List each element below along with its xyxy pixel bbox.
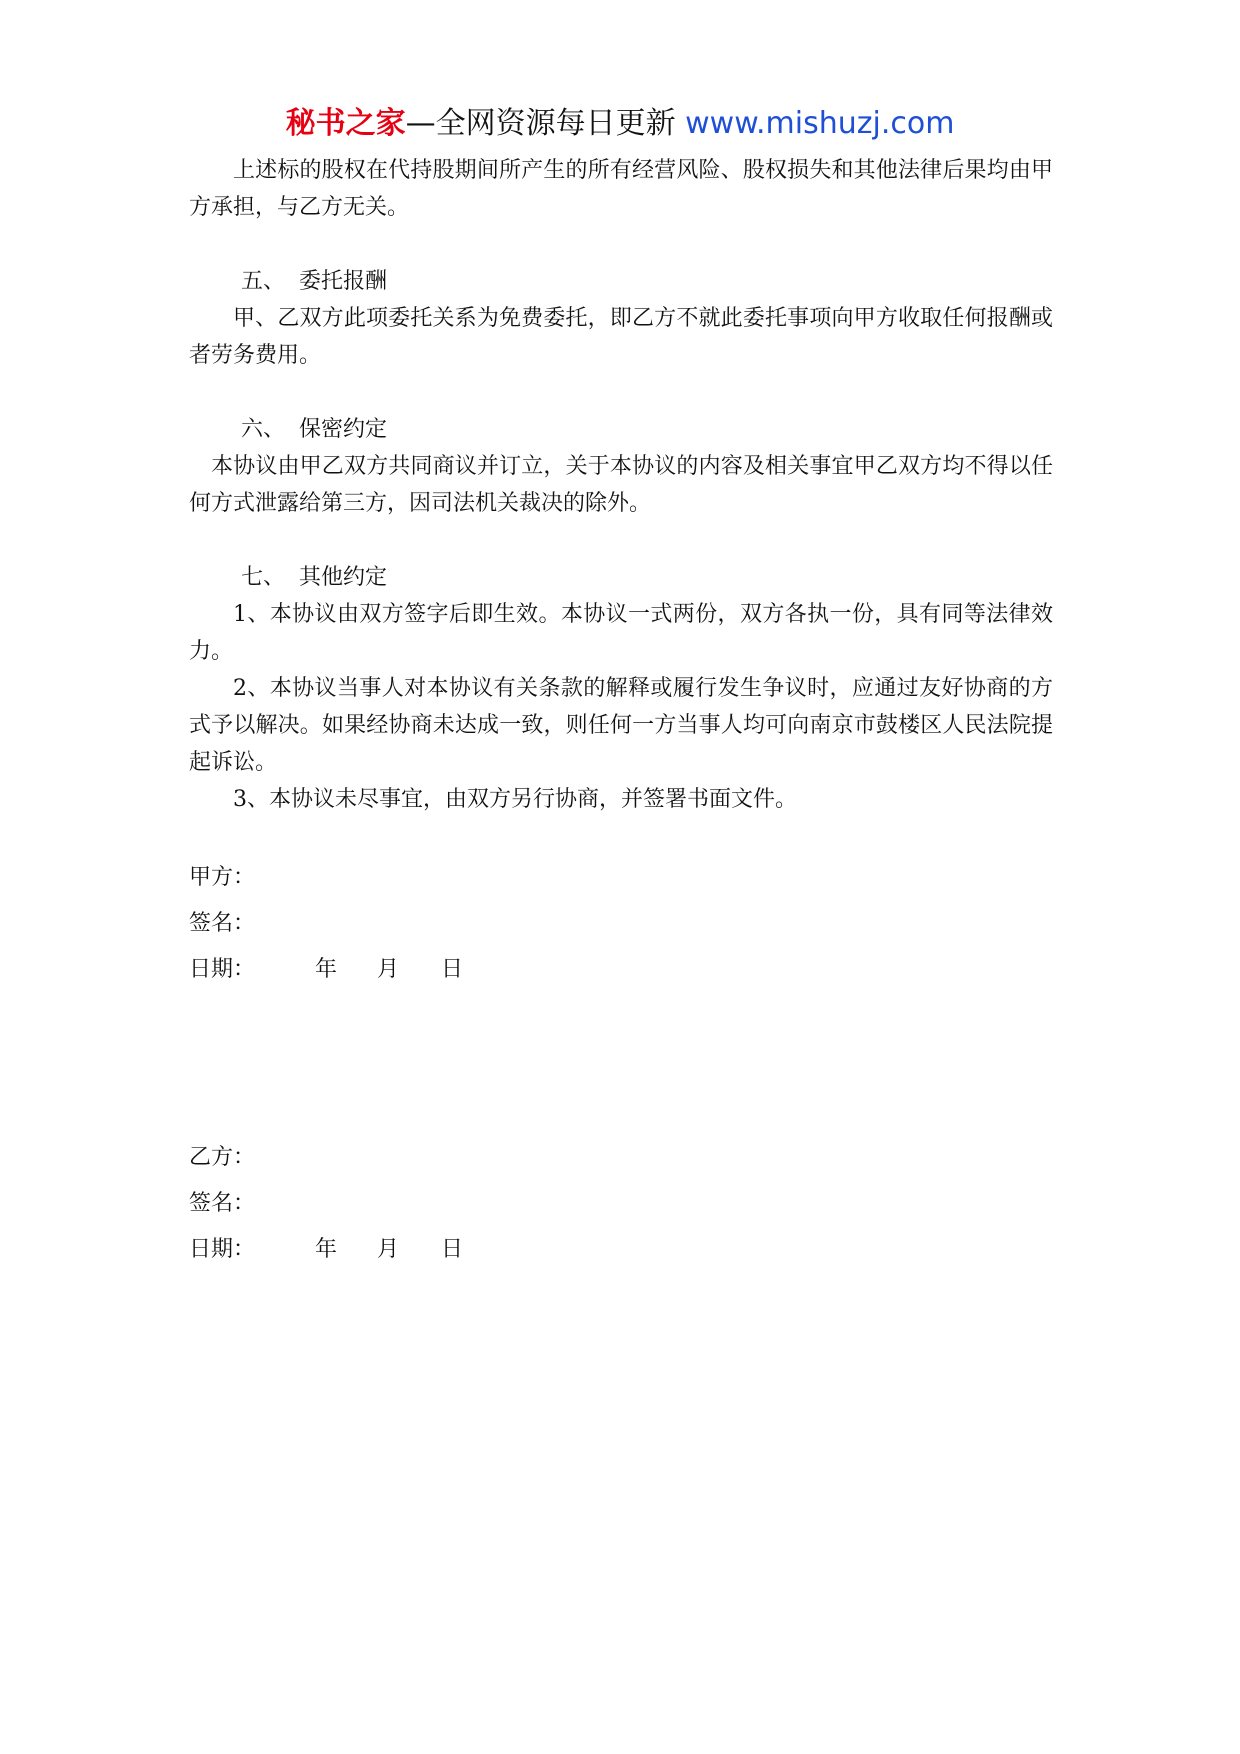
signature-block-party-b: [189, 1135, 1053, 1273]
intro-paragraph: 上述标的股权在代持股期间所产生的所有经营风险、股权损失和其他法律后果均由甲方承担，与乙方无关。: [189, 158, 1053, 220]
date-year-label: 年: [315, 957, 338, 982]
section-heading-6: [189, 411, 1053, 448]
date-year-label: 年: [315, 1237, 338, 1262]
header-slogan: —全网资源每日更新: [405, 106, 676, 141]
party-a-sign-label: 签名：: [189, 911, 256, 936]
date-day-label: 日: [441, 1237, 464, 1262]
spacer: [189, 226, 1053, 263]
spacer: [189, 374, 1053, 411]
section-title: 委托报酬: [299, 269, 388, 294]
party-a-label: 甲方：: [189, 865, 256, 890]
section-7-item: 3、本协议未尽事宜，由双方另行协商，并签署书面文件。: [233, 787, 797, 812]
section-heading-5: [189, 263, 1053, 300]
party-b-date-line: [189, 1227, 1053, 1273]
section-heading-7: [189, 559, 1053, 596]
spacer: [189, 993, 1053, 1135]
section-5-paragraph: 甲、乙双方此项委托关系为免费委托，即乙方不就此委托事项向甲方收取任何报酬或者劳务费用。: [189, 306, 1053, 368]
party-a-date-line: [189, 947, 1053, 993]
date-day-label: 日: [441, 957, 464, 982]
party-b-sign-label: 签名：: [189, 1191, 256, 1216]
section-title: 其他约定: [299, 565, 388, 590]
date-month-label: 月: [377, 1237, 400, 1262]
section-title: 保密约定: [299, 417, 388, 442]
section-number: 六、: [241, 417, 286, 442]
document-body: [189, 152, 1053, 1273]
section-6-paragraph: 本协议由甲乙双方共同商议并订立，关于本协议的内容及相关事宜甲乙双方均不得以任何方式泄露给第三方，因司法机关裁决的除外。: [189, 454, 1053, 516]
spacer: [189, 522, 1053, 559]
date-label: 日期：: [189, 957, 256, 982]
section-number: 七、: [241, 565, 286, 590]
section-7-item: 1、本协议由双方签字后即生效。本协议一式两份，双方各执一份，具有同等法律效力。: [189, 602, 1053, 664]
date-month-label: 月: [377, 957, 400, 982]
section-7-item: 2、本协议当事人对本协议有关条款的解释或履行发生争议时，应通过友好协商的方式予以解决。如果经协商未达成一致，则任何一方当事人均可向南京市鼓楼区人民法院提起诉讼。: [189, 676, 1053, 775]
brand-name: 秘书之家: [285, 106, 406, 141]
site-url-link[interactable]: www.mishuzj.com: [685, 106, 955, 141]
section-number: 五、: [241, 269, 286, 294]
date-label: 日期：: [189, 1237, 256, 1262]
site-header-banner: [0, 102, 1240, 146]
party-b-label: 乙方：: [189, 1145, 256, 1170]
signature-block-party-a: [189, 855, 1053, 993]
